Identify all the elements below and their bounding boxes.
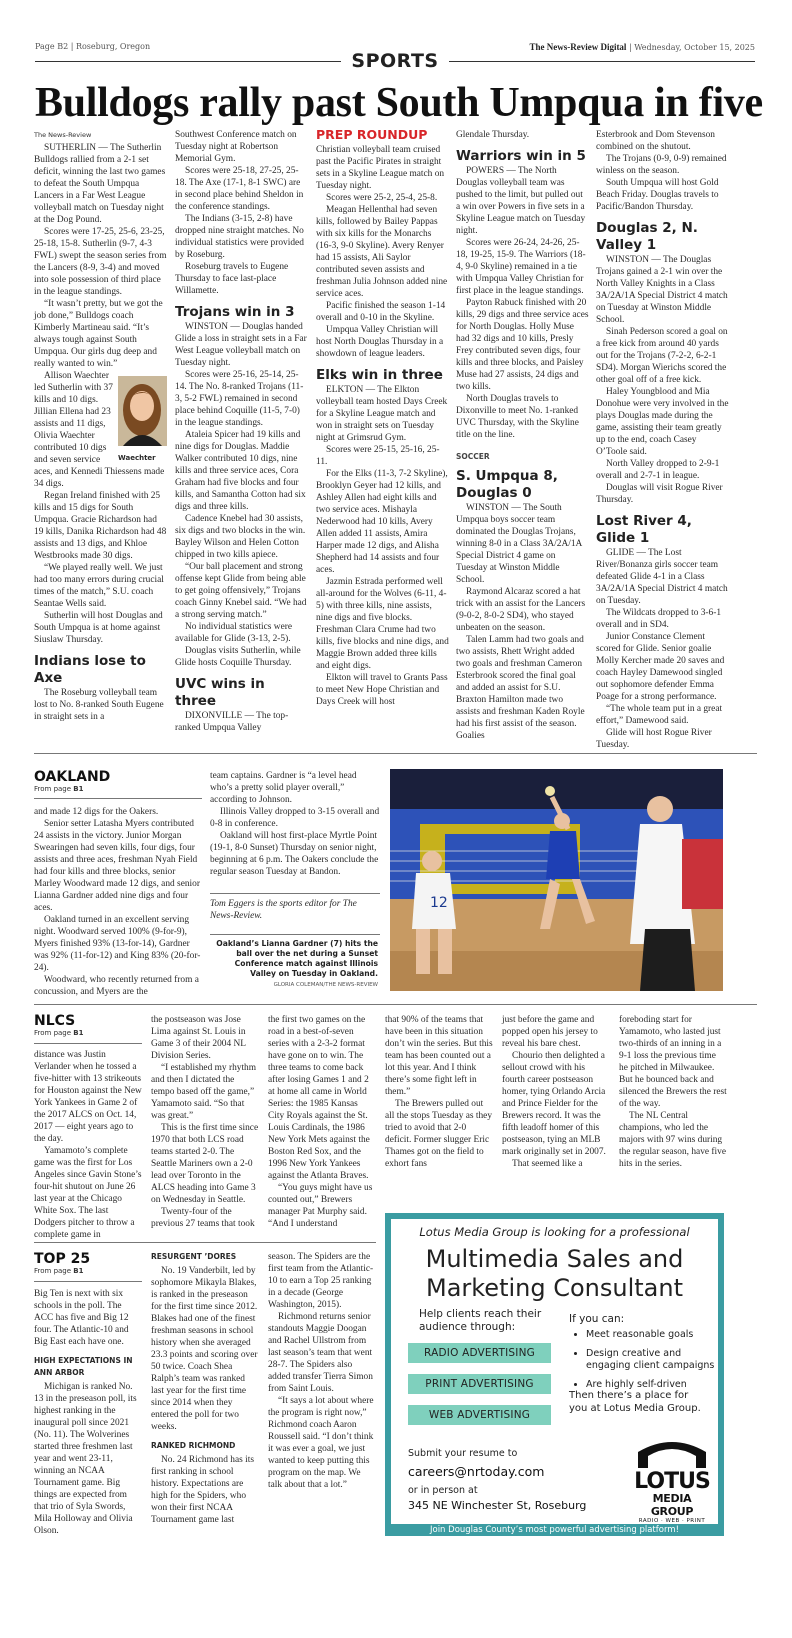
paragraph: Scores were 25-18, 27-25, 25-18. The Axe (17-1, 8-1 SWC) are in second place behind Sheldon in the conference standings. xyxy=(175,166,304,212)
paragraph: Umpqua Valley Christian will host North Douglas Thursday in a showdown of league leaders. xyxy=(316,325,444,359)
paragraph: Sinah Pederson scored a goal on a free kick from around 40 yards out for the Trojans (7-2-2, 6-2-1 SD4). Morgan Wierichs scored the other goal off of a free kick. xyxy=(596,327,728,385)
paragraph: “We played really well. We just had too many errors during crucial times of the match,” S.U. coach Seantae Wells said. xyxy=(34,563,164,609)
paragraph: Scores were 25-15, 25-16, 25-11. xyxy=(316,445,440,467)
paragraph: ELKTON — The Elkton volleyball team hosted Days Creek for a Skyline League match and won in straight sets on Tuesday night at Grimsrud Gym. xyxy=(316,385,448,443)
paragraph: The NL Central champions, who led the majors with 97 wins during the regular season, have five hits in the series. xyxy=(619,1111,726,1169)
nlcs-jump-header xyxy=(34,1013,84,1037)
top25-column-2 xyxy=(151,1251,259,1536)
print-advertising-pill: PRINT ADVERTISING xyxy=(408,1374,551,1394)
paragraph: distance was Justin Verlander when he tossed a five-hitter with 13 strikeouts for Houston against the New York Yankees in Game 2 of the 2017 ALCS on Oct. 14, 2017 — eight years ago to the day. xyxy=(34,1050,142,1144)
oakland-column-1 xyxy=(34,806,202,997)
paragraph: Scores were 25-16, 25-14, 25-14. The No. 8-ranked Trojans (11-3, 5-2 FWL) remained in second place behind Coquille (11-5, 7-0) in the league standings. xyxy=(175,370,304,428)
volleyball-scene xyxy=(390,769,723,991)
section-title: SPORTS xyxy=(351,50,439,72)
oakland-jump-header xyxy=(34,769,110,793)
lotus-logo-arch xyxy=(632,1438,712,1468)
divider xyxy=(210,934,380,935)
article-column-5 xyxy=(596,129,729,750)
paragraph: and made 12 digs for the Oakers. xyxy=(34,807,159,817)
publication-name: The News-Review Digital xyxy=(529,42,627,52)
paragraph: Meagan Hellenthal had seven kills, followed by Bailey Pappas with six kills for the Monarchs (16-3, 9-0 Skyline). Avery Renyer had 15 assists, Ali Saylor contributed seven assists and freshman Julia Johnson added nine service aces. xyxy=(316,205,448,299)
ad-help-text: Help clients reach their audience through: xyxy=(419,1308,542,1333)
paragraph: Southwest Conference match on Tuesday night at Robertson Memorial Gym. xyxy=(175,130,297,164)
nlcs-column-3 xyxy=(268,1014,376,1232)
subhead: Elks win in three xyxy=(316,367,443,383)
paragraph: “You guys might have us counted out,” Brewers manager Pat Murphy said. “And I understand xyxy=(268,1183,373,1229)
jump-from: From page B1 xyxy=(34,1267,84,1275)
list-item: • Meet reasonable goals xyxy=(586,1329,716,1341)
paragraph: Glide will host Rogue River Tuesday. xyxy=(596,728,712,750)
ad-email-link[interactable]: careers@nrtoday.com xyxy=(408,1464,545,1479)
paragraph: The Indians (3-15, 2-8) have dropped nine straight matches. No individual statistics were provided by Roseburg. xyxy=(175,214,304,260)
subhead: Lost River 4, Glide 1 xyxy=(596,513,692,546)
radio-advertising-pill: RADIO ADVERTISING xyxy=(408,1343,551,1363)
paragraph: DIXONVILLE — The top-ranked Umpqua Valley xyxy=(175,711,289,733)
subhead: HIGH EXPECTATIONS IN ANN ARBOR xyxy=(34,1356,133,1377)
nlcs-column-5 xyxy=(502,1014,610,1206)
paragraph: South Umpqua will host Gold Beach Friday. Douglas travels to Pacific/Bandon Thursday. xyxy=(596,178,719,212)
web-advertising-pill: WEB ADVERTISING xyxy=(408,1405,551,1425)
article-column-3 xyxy=(316,129,449,737)
svg-text:12: 12 xyxy=(430,895,448,911)
soccer-label: SOCCER xyxy=(456,452,490,461)
paragraph: Regan Ireland finished with 25 kills and 15 digs for South Umpqua. Gracie Richardson had 19 kills, Danika Richardson had 48 assists and 13 digs, and Khloe Westbrooks made 30 digs. xyxy=(34,491,167,561)
ad-requirements-list xyxy=(586,1329,716,1391)
ad-can-label: If you can: xyxy=(569,1313,625,1325)
paragraph: WINSTON — The South Umpqua boys soccer team dominated the Douglas Trojans, winning 8-0 in a Class 3A/2A/1A Special District 4 game on Tuesday at Winston Middle School. xyxy=(456,503,582,585)
author-note: Tom Eggers is the sports editor for The News-Review. xyxy=(210,899,357,921)
oakland-column-2 xyxy=(210,770,380,895)
paragraph: “It wasn’t pretty, but we got the job done,” Bulldogs coach Kimberly Martineau said. “It’s always tough against South Umpqua. Our girls dug deep and really wanted to win.” xyxy=(34,299,163,369)
byline: The News-Review xyxy=(34,131,92,139)
volleyball-photo xyxy=(390,769,723,991)
paragraph: Pacific finished the season 1-14 overall and 0-10 in the Skyline. xyxy=(316,301,446,323)
paragraph: foreboding start for Yamamoto, who lasted just two-thirds of an inning in a 9-1 loss the previous time he pitched in Milwaukee. But he bounced back and silenced the Brewers the rest of the way. xyxy=(619,1015,727,1109)
ad-title xyxy=(391,1245,718,1303)
logo-wordmark: LOTUS xyxy=(634,1469,710,1494)
paragraph: Woodward, who recently returned from a concussion, and Myers are the xyxy=(34,975,199,997)
jump-title: OAKLAND xyxy=(34,769,111,785)
article-column-2 xyxy=(175,129,308,737)
divider xyxy=(34,1242,376,1243)
article-column-1 xyxy=(34,129,167,737)
paragraph: “It says a lot about where the program is right now,” Richmond coach Aaron Roussell said. “I don’t think it was ever a goal, we just wanted to keep putting this program on the map. We talk about that a lot.” xyxy=(268,1396,374,1490)
paragraph: Douglas will visit Rogue River Thursday. xyxy=(596,483,723,505)
paragraph: Haley Youngblood and Mia Donohue were very involved in the plays Douglas made during the game, assisting their team greatly up to the end, coach Casey O’Toole said. xyxy=(596,387,729,457)
paragraph: just before the game and popped open his jersey to reveal his bare chest. xyxy=(502,1015,598,1049)
nlcs-column-1 xyxy=(34,1049,142,1240)
paragraph: Junior Constance Clement scored for Glide. Senior goalie Molly Kercher made 20 saves and coach Hayley Damewood singled out sophomore defender Emma Poage for a strong performance. xyxy=(596,632,725,702)
ad-body xyxy=(391,1219,718,1524)
divider xyxy=(34,753,757,754)
paragraph: Glendale Thursday. xyxy=(456,130,530,140)
paragraph: the postseason was Jose Lima against St. Louis in Game 3 of their 2004 NL Division Series. xyxy=(151,1015,246,1061)
subhead: Warriors win in 5 xyxy=(456,148,586,164)
photo-credit: GLORIA COLEMAN/THE NEWS-REVIEW xyxy=(273,982,378,988)
paragraph: Ataleia Spicer had 19 kills and nine digs for Douglas. Maddie Walker contributed 10 digs, nine kills and three service aces, Cora Graham had five blocks and four kills, and Samantha Cotton had six digs and three kills. xyxy=(175,430,306,512)
ad-submit-text: Submit your resume to xyxy=(408,1448,518,1459)
paragraph: Allison Waechter led Sutherlin with 37 kills and 10 digs. Jillian Ellena had 23 assists and 11 digs, Olivia Waechter contributed 10 digs and seven service aces, and Kennedi Thiessens made 34 digs. xyxy=(34,371,165,489)
ad-then-text: Then there’s a place for you at Lotus Media Group. xyxy=(569,1390,701,1414)
paragraph: Raymond Alcaraz scored a hat trick with an assist for the Lancers (9-0-2, 8-0-2 SD4), who stayed unbeaten on the season. xyxy=(456,587,586,633)
paragraph: The Roseburg volleyball team lost to No. 8-ranked South Eugene in straight sets in a xyxy=(34,688,164,722)
ad-lead: Lotus Media Group is looking for a professional xyxy=(419,1225,690,1239)
paragraph: That seemed like a xyxy=(512,1159,583,1169)
paragraph: Michigan is ranked No. 13 in the preseason poll, its highest ranking in the inaugural poll since 2021 (No. 11). The Wolverines started three freshmen last year and went 23-11, winning an NCAA Tournament game. Big things are expected from that trio of Syla Swords, Mila Holloway and Olivia Olson. xyxy=(34,1382,137,1536)
ad-orin-text: or in person at xyxy=(408,1485,478,1496)
page-folio: Page B2 | Roseburg, Oregon xyxy=(35,42,151,51)
page-headline: Bulldogs rally past South Umpqua in five xyxy=(35,80,763,126)
nlcs-column-6 xyxy=(619,1014,727,1206)
paragraph: Payton Rabuck finished with 20 kills, 29 digs and three service aces for North Douglas. Holly Muse had 32 digs and 10 kills, Presly Frey contributed seven digs, four kills and three blocks, and Paisley Muse had 27 assists, 24 digs and two kills. xyxy=(456,298,589,392)
divider xyxy=(210,893,380,894)
subhead: Trojans win in 3 xyxy=(175,304,295,320)
paragraph: “I established my rhythm and then I dictated the tempo based off the game,” Yamamoto said. “So that was great.” xyxy=(151,1063,257,1121)
jump-from: From page B1 xyxy=(34,785,84,793)
paragraph: WINSTON — Douglas handed Glide a loss in straight sets in a Far West League volleyball match on Tuesday night. xyxy=(175,322,307,368)
dateline: | Wednesday, October 15, 2025 xyxy=(626,43,755,52)
paragraph: Sutherlin will host Douglas and South Umpqua is at home against Siuslaw Thursday. xyxy=(34,611,163,645)
paragraph: The Brewers pulled out all the stops Tuesday as they tried to avoid that 2-0 deficit. Former slugger Eric Thames got on the field to exhort fans xyxy=(385,1099,493,1169)
paragraph: “Our ball placement and strong offense kept Glide from being able to get going offensively,” Trojans coach Ginny Knebel said. “We had a strong serving match.” xyxy=(175,562,307,620)
paragraph: Cadence Knebel had 30 assists, six digs and two blocks in the win. Bayley Wilson and Helen Cotton chipped in two kills apiece. xyxy=(175,514,306,560)
paragraph: The Wildcats dropped to 3-6-1 overall and in SD4. xyxy=(596,608,722,630)
paragraph: Scores were 17-25, 25-6, 23-25, 25-18, 15-8. Sutherlin (9-7, 4-3 FWL) swept the season series from the Lancers (8-9, 3-4) and moved into sole possession of third place in the league standings. xyxy=(34,227,167,297)
photo-caption: Oakland’s Lianna Gardner (7) hits the ball over the net during a Sunset Conference match against Illinois Valley on Tuesday in Oakland. xyxy=(216,939,378,978)
subhead: UVC wins in three xyxy=(175,676,265,709)
paragraph: team captains. Gardner is “a level head who’s a pretty solid player overall,” according to Johnson. xyxy=(210,771,357,805)
paragraph: No individual statistics were available for Glide (3-13, 2-5). xyxy=(175,622,293,644)
paragraph: Christian volleyball team cruised past the Pacific Pirates in straight sets in a Skyline League match on Tuesday night. xyxy=(316,145,445,191)
ad-footer: Join Douglas County’s most powerful advertising platform! xyxy=(429,1525,679,1535)
prep-roundup-label: PREP ROUNDUP xyxy=(316,127,428,142)
subhead: Douglas 2, N. Valley 1 xyxy=(596,220,698,253)
list-item: • Design creative and engaging client campaigns xyxy=(586,1348,716,1372)
paragraph: GLIDE — The Lost River/Bonanza girls soccer team defeated Glide 4-1 in a Class 3A/2A/1A Special District 4 match on Tuesday. xyxy=(596,548,728,606)
paragraph: Talen Lamm had two goals and two assists, Rhett Wright added two goals and freshman Cameron Esterbrook scored the final goal and added an assist for S.U. Braxton Hamilton made two assists and freshman Kaden Royle had his first assist of the season. Goalies xyxy=(456,635,585,741)
paragraph: that 90% of the teams that have been in this situation don’t win the series. But this team has been counted out a lot this year. And I think there’s some fight left in them.” xyxy=(385,1015,493,1097)
section-banner xyxy=(35,50,755,72)
paragraph: Douglas visits Sutherlin, while Glide hosts Coquille Thursday. xyxy=(175,646,301,668)
paragraph: Roseburg travels to Eugene Thursday to face last-place Willamette. xyxy=(175,262,289,296)
list-item: • Are highly self-driven xyxy=(586,1379,716,1391)
paragraph: Twenty-four of the previous 27 teams that took xyxy=(151,1207,255,1229)
subhead: RESURGENT ’DORES xyxy=(151,1252,237,1261)
divider xyxy=(34,1004,757,1005)
paragraph: Oakland turned in an excellent serving night. Woodward served 100% (9-for-9), Myers finished 93% (13-for-14), Gardner was 92% (11-for-12) and King 83% (20-for-24). xyxy=(34,915,201,973)
paragraph: Scores were 26-24, 24-26, 25-18, 19-25, 15-9. The Warriors (18-4, 9-0 Skyline) remained in a tie with Umpqua Valley Christian for first place in the league standings. xyxy=(456,238,586,296)
article-column-4 xyxy=(456,129,589,741)
ad-title-line-1: Multimedia Sales and xyxy=(425,1245,684,1273)
lotus-logo xyxy=(632,1438,712,1522)
ad-title-line-2: Marketing Consultant xyxy=(425,1274,683,1302)
paragraph: Senior setter Latasha Myers contributed 24 assists in the victory. Junior Morgan Swearingen had seven kills, four digs, four assists and three aces, freshman Nyah Field had four kills and three blocks, senior Marley Woodward made 12 digs, and senior Lianna Gardner added nine digs and four aces. xyxy=(34,819,200,913)
jump-title: NLCS xyxy=(34,1013,76,1029)
jump-from: From page B1 xyxy=(34,1029,84,1037)
nlcs-column-4 xyxy=(385,1014,493,1206)
paragraph: Yamamoto’s complete game was the first for Los Angeles since Gavin Stone’s four-hit shutout on June 26 last year at the Chicago White Sox. The last Dodgers pitcher to throw a complete game in xyxy=(34,1146,142,1240)
paragraph: This is the first time since 1970 that both LCS road teams started 2-0. The Seattle Mariners own a 2-0 lead over Toronto in the ALCS heading into Game 3 on Wednesday in Seattle. xyxy=(151,1123,259,1205)
job-advertisement xyxy=(385,1213,724,1536)
paragraph: North Valley dropped to 2-9-1 overall and 2-7-1 in league. xyxy=(596,459,720,481)
headshot-photo xyxy=(118,376,167,446)
paragraph: Elkton will travel to Grants Pass to meet New Hope Christian and Days Creek will host xyxy=(316,673,448,707)
paragraph: For the Elks (11-3, 7-2 Skyline), Brooklyn Geyer had 12 kills, and Ashley Allen had eight kills and two service aces. Mishayla Nederwood had 10 kills, Avery Allen added 11 assists, Amira Harper made 12 digs, and Alisha Shepherd had 14 assists and four aces. xyxy=(316,469,448,575)
divider xyxy=(34,1281,142,1282)
top25-column-3 xyxy=(268,1251,376,1536)
headshot-box xyxy=(118,376,167,464)
top25-jump-header xyxy=(34,1251,90,1275)
paragraph: Illinois Valley dropped to 3-15 overall and 0-8 in conference. xyxy=(210,807,380,829)
paragraph: No. 19 Vanderbilt, led by sophomore Mikayla Blakes, is ranked in the preseason for the first time since 2012. Blakes had one of the finest freshman seasons in school history when she averaged 23.3 points and scoring over 50 twice. Coach Shea Ralph’s team was ranked last year for the first time since 2014 when they entered the poll for two weeks. xyxy=(151,1266,258,1432)
ad-address: 345 NE Winchester St, Roseburg xyxy=(408,1499,587,1512)
paragraph: Big Ten is next with six schools in the poll. The ACC has five and Big 12 four. The Atlantic-10 and Big East each have one. xyxy=(34,1289,129,1347)
subhead: RANKED RICHMOND xyxy=(151,1441,236,1450)
paragraph: The Trojans (0-9, 0-9) remained winless on the season. xyxy=(596,154,727,176)
paragraph: Scores were 25-2, 25-4, 25-8. xyxy=(326,193,438,203)
paragraph: the first two games on the road in a best-of-seven series with a 2-3-2 format have gone on to win. The three teams to come back after losing Games 1 and 2 at home all came in World Series: the 1985 Kansas City Royals against the St. Louis Cardinals, the 1986 New York Mets against the Boston Red Sox, and the 1996 New York Yankees against the Atlanta Braves. xyxy=(268,1015,370,1181)
paragraph: POWERS — The North Douglas volleyball team was pushed to the limit, but pulled out a win over Powers in five sets in a Skyline League match on Tuesday night. xyxy=(456,166,586,236)
top25-column-1 xyxy=(34,1288,142,1536)
paragraph: SUTHERLIN — The Sutherlin Bulldogs rallied from a 2-1 set deficit, winning the last two games to defeat the South Umpqua Lancers in a Far West League volleyball match on Tuesday night at the Dog Pound. xyxy=(34,143,166,225)
paragraph: season. The Spiders are the first team from the Atlantic-10 to earn a Top 25 ranking in a decade (George Washington, 2015). xyxy=(268,1252,374,1310)
paragraph: Jazmin Estrada performed well all-around for the Wolves (6-11, 4-5) with three kills, nine assists, nine digs and five blocks. Freshman Clara Crume had two kills, five blocks and nine digs, and Maggie Brown added three kills and eight digs. xyxy=(316,577,449,671)
paragraph: No. 24 Richmond has its first ranking in school history. Expectations are high for the Spiders, who won their first NCAA Tournament game last xyxy=(151,1455,254,1525)
paragraph: Richmond returns senior standouts Maggie Doogan and Rachel Ullstrom from last season’s team that went 28-7. The Spiders also added transfer Tierra Simon from Saint Louis. xyxy=(268,1312,373,1394)
logo-subtitle: MEDIA GROUP xyxy=(650,1492,694,1518)
paragraph: Esterbrook and Dom Stevenson combined on the shutout. xyxy=(596,130,715,152)
nlcs-column-2 xyxy=(151,1014,259,1232)
paragraph: Oakland will host first-place Myrtle Point (19-1, 8-0 Sunset) Thursday on senior night, beginning at 6 p.m. The Oakers conclude the regular season Tuesday at Bandon. xyxy=(210,831,379,877)
paragraph: North Douglas travels to Dixonville to meet No. 1-ranked UVC Thursday, with the Skyline title on the line. xyxy=(456,394,579,440)
subhead: S. Umpqua 8, Douglas 0 xyxy=(456,468,558,501)
divider xyxy=(34,1043,142,1044)
logo-tagline: RADIO · WEB · PRINT xyxy=(638,1518,706,1524)
paragraph: WINSTON — The Douglas Trojans gained a 2-1 win over the North Valley Knights in a Class 3A/2A/1A Special District 4 match on Tuesday at Winston Middle School. xyxy=(596,255,728,325)
jump-title: TOP 25 xyxy=(34,1251,91,1267)
headshot-caption: Waechter xyxy=(118,454,156,462)
divider xyxy=(34,798,202,799)
subhead: Indians lose to Axe xyxy=(34,653,146,686)
paragraph: “The whole team put in a great effort,” Damewood said. xyxy=(596,704,723,726)
paragraph: Chourio then delighted a sellout crowd with his fourth career postseason homer, tying Orlando Arcia and Prince Fielder for the Brewers record. It was the fifth leadoff homer of this postseason, tying an MLB mark originally set in 2007. xyxy=(502,1051,606,1157)
